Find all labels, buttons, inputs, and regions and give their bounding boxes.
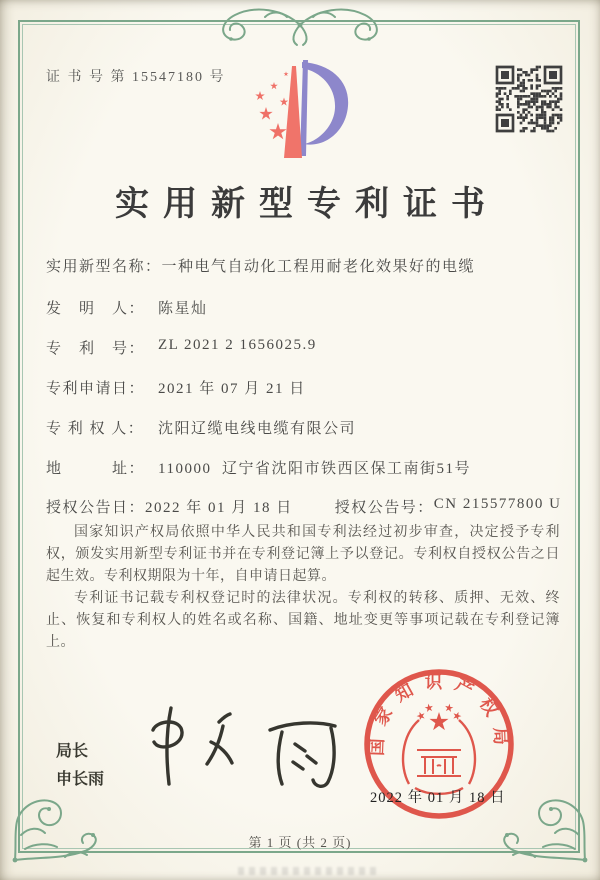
seal-date: 2022 年 01 月 18 日 (370, 790, 506, 806)
certificate-number: 证 书 号 第 15547180 号 (46, 70, 226, 85)
grant-number-value: CN 215577800 U (433, 496, 562, 512)
page-number: 第 1 页 (共 2 页) (248, 835, 352, 850)
field-value: 2021 年 07 月 21 日 (158, 381, 306, 397)
legal-paragraph-2: 专利证书记载专利权登记时的法律状况。专利权的转移、质押、无效、终止、恢复和专利权人的姓名或名称、国籍、地址变更等事项记载在专利登记簿上。 (46, 591, 560, 650)
field-label: 地 址： (46, 461, 146, 477)
cnipa-logo-icon (246, 56, 360, 166)
field-value: 沈阳辽缆电线电缆有限公司 (158, 421, 357, 437)
grant-date-value: 2022 年 01 月 18 日 (145, 500, 293, 516)
field-label: 专利申请日： (46, 381, 146, 397)
signer-title: 局长 (56, 743, 89, 760)
legal-paragraph-1: 国家知识产权局依照中华人民共和国专利法经过初步审查，决定授予专利权，颁发实用新型专利证书并在专利登记簿上予以登记。专利权自授权公告之日起生效。专利权期限为十年，自申请日起算。 (46, 525, 560, 584)
certificate-title: 实用新型专利证书 (115, 186, 499, 223)
bleed-through-smudge (238, 867, 378, 875)
signer-name: 申长雨 (56, 771, 105, 788)
field-value: 陈星灿 (158, 301, 208, 317)
legal-text (46, 522, 560, 654)
signer-block (56, 738, 104, 794)
grant-date-label: 授权公告日： (46, 500, 146, 516)
field-label: 专 利 权 人： (46, 421, 145, 437)
field-label: 发 明 人： (46, 301, 146, 317)
qr-code (493, 63, 565, 135)
field-value: 110000 辽宁省沈阳市铁西区保工南街51号 (158, 461, 471, 477)
field-value: 一种电气自动化工程用耐老化效果好的电缆 (161, 259, 476, 275)
field-label: 专 利 号： (46, 341, 146, 357)
field-value: ZL 2021 2 1656025.9 (158, 337, 317, 353)
grant-number-label: 授权公告号： (334, 500, 434, 516)
field-label: 实用新型名称： (46, 259, 162, 275)
seal-text: 国家知识产权局 (366, 671, 512, 757)
border-ornament-top-icon (195, 3, 405, 47)
handwritten-signature-icon (135, 700, 340, 795)
